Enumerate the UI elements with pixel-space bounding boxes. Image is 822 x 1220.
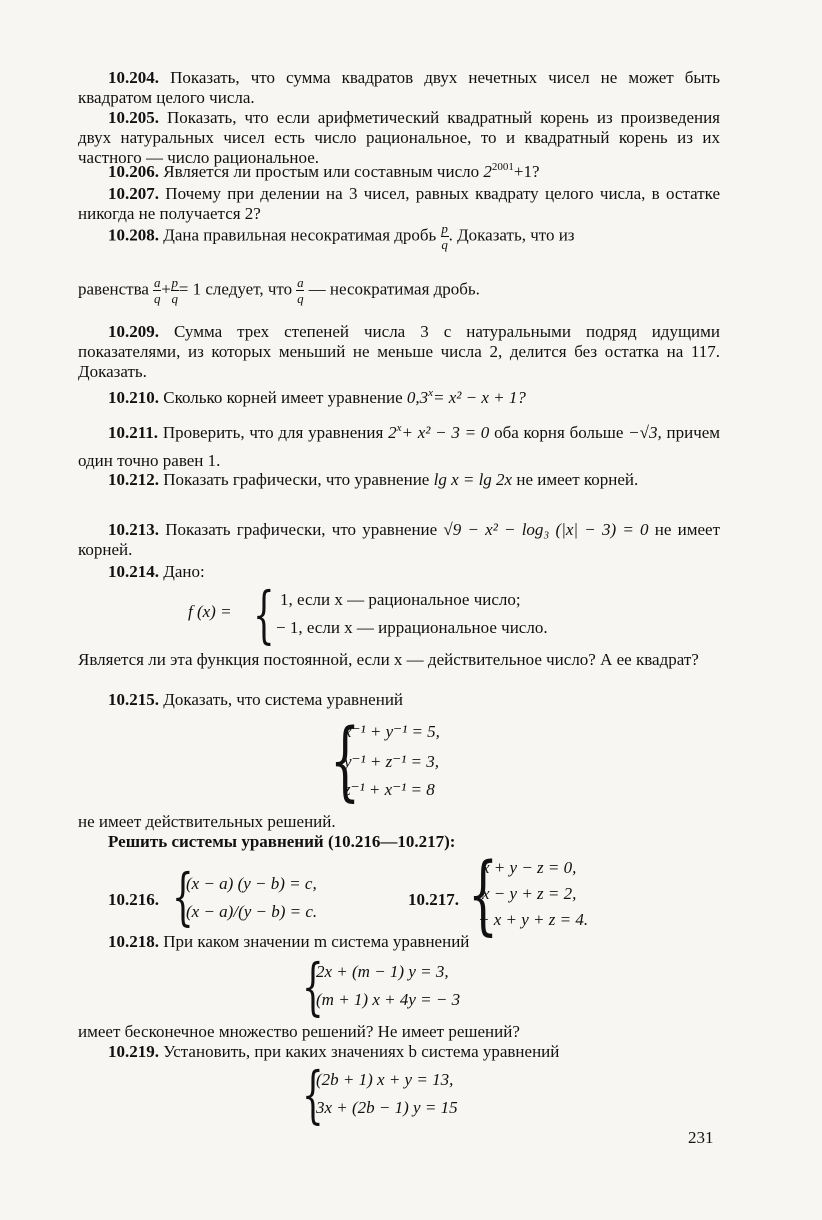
problem-number: 10.205. — [108, 108, 159, 127]
math-equation: lg x = lg 2x — [433, 470, 513, 489]
problem-10-211 — [78, 420, 720, 474]
math-exponent: 2001 — [491, 161, 514, 173]
problem-10-215 — [78, 690, 720, 710]
problem-10-207 — [78, 184, 720, 224]
problem-number: 10.207. — [108, 184, 159, 203]
system-eq-2: x − y + z = 2, — [482, 884, 577, 903]
brace-left: { — [253, 578, 275, 651]
case-2: − 1, если x — иррациональное число. — [276, 618, 548, 637]
problem-number: 10.215. — [108, 690, 159, 709]
math-equation: + x² − 3 = 0 — [401, 423, 490, 442]
problem-text: Показать графически, что уравнение — [163, 470, 430, 489]
section-instruction: Решить системы уравнений (10.216—10.217): — [108, 832, 456, 851]
system-eq-1: (x − a) (y − b) = c, — [186, 874, 317, 893]
system-eq-2: (m + 1) x + 4y = − 3 — [316, 990, 461, 1009]
problem-text-4: = 1 следует, что — [178, 279, 293, 299]
problem-number: 10.209. — [108, 322, 159, 341]
problem-text: Сумма трех степеней числа 3 с натуральными подряд идущими показателями, из которых меньший не меньше числа 2, делится без остатка на 117. Доказать. — [78, 322, 720, 381]
problem-text: Показать, что если арифметический квадратный корень из произведения двух натуральных чисел есть число рациональное, то и квадратный корень из их частного — число рациональное. — [78, 108, 720, 167]
system-eq-3: − x + y + z = 4. — [478, 910, 589, 929]
problem-number: 10.212. — [108, 470, 159, 489]
problem-10-208 — [78, 222, 720, 251]
problem-number: 10.210. — [108, 388, 159, 407]
problem-text-2: оба корня больше — [494, 423, 624, 442]
problem-number: 10.219. — [108, 1042, 159, 1061]
brace-left: { — [302, 1058, 324, 1131]
problem-number: 10.208. — [108, 225, 159, 245]
problem-10-210 — [78, 388, 720, 410]
problem-10-208-line2: равенства $\frac{a}{q}$ + $\frac{p}{q}$ = 1 следует, что $\frac{a}{q}$ — несократимая дробь. — [78, 275, 480, 306]
problem-text-3: причем один точно равен 1. — [78, 423, 721, 470]
problem-number: 10.206. — [108, 162, 159, 181]
problem-10-206 — [78, 162, 720, 184]
problem-10-209 — [78, 322, 720, 382]
fraction-p-q-2: $\frac{p}{q}$ — [171, 275, 179, 306]
problem-text-3: равенства — [78, 279, 149, 299]
system-eq-2: 3x + (2b − 1) y = 15 — [316, 1098, 458, 1117]
case-1: 1, если x — рациональное число; — [280, 590, 521, 609]
problem-10-205 — [78, 108, 720, 168]
problem-text: Является ли простым или составным число — [163, 162, 480, 181]
problem-text: Почему при делении на 3 чисел, равных квадрату целого числа, в остатке никогда не получается 2? — [78, 184, 720, 223]
brace-left: { — [330, 711, 361, 811]
system-eq-2: y⁻¹ + z⁻¹ = 3, — [344, 752, 439, 771]
problem-10-213 — [78, 520, 720, 560]
page-number: 231 — [688, 1128, 714, 1147]
system-eq-2: (x − a)/(y − b) = c. — [186, 902, 318, 921]
math-tail: +1? — [513, 162, 540, 181]
problem-10-219 — [78, 1042, 720, 1062]
problem-10-212 — [78, 470, 720, 490]
problem-text: Установить, при каких значениях b система уравнений — [163, 1042, 560, 1061]
problem-text-2: . Доказать, что из — [448, 225, 575, 245]
problem-text: Доказать, что система уравнений — [163, 690, 404, 709]
problem-number: 10.211. — [108, 423, 159, 442]
math-base: 2 — [388, 423, 397, 442]
problem-text: Дана правильная несократимая дробь — [163, 225, 437, 245]
problem-text-5: — несократимая дробь. — [308, 279, 480, 299]
fraction-p-q: $\frac{p}{q}$ — [441, 221, 448, 252]
math-exponent: x — [428, 387, 434, 399]
system-eq-1: x⁻¹ + y⁻¹ = 5, — [344, 722, 440, 741]
problem-number: 10.204. — [108, 68, 159, 87]
system-eq-1: 2x + (m − 1) y = 3, — [316, 962, 449, 981]
math-tail: = x² − x + 1? — [433, 388, 526, 407]
problem-number: 10.218. — [108, 932, 159, 951]
brace-left: { — [468, 845, 499, 945]
math-root: −√3, — [628, 423, 662, 442]
problem-text: Дано: — [163, 562, 205, 581]
problem-10-214-question: Является ли эта функция постоянной, если x — действительное число? А ее квадрат? — [78, 650, 699, 669]
problem-10-215-after: не имеет действительных решений. — [78, 812, 336, 831]
system-eq-1: x + y − z = 0, — [482, 858, 577, 877]
problem-10-204 — [78, 68, 720, 108]
problem-number-10-217: 10.217. — [408, 890, 459, 909]
math-base: 2 — [483, 162, 492, 181]
fx-label: f (x) = — [188, 602, 232, 621]
system-eq-3: z⁻¹ + x⁻¹ = 8 — [344, 780, 435, 799]
brace-left: { — [172, 860, 194, 933]
problem-number-10-216: 10.216. — [108, 890, 159, 909]
fraction-a-q: $\frac{a}{q}$ — [153, 275, 161, 306]
problem-tail: не имеет корней. — [516, 470, 639, 489]
problem-10-214 — [78, 562, 720, 582]
system-eq-1: (2b + 1) x + y = 13, — [316, 1070, 454, 1089]
problem-number: 10.214. — [108, 562, 159, 581]
math-exponent: x — [396, 422, 402, 434]
problem-tail: не имеет корней. — [78, 520, 720, 559]
problem-text: Сколько корней имеет уравнение — [163, 388, 403, 407]
problem-text: Показать, что сумма квадратов двух нечетных чисел не может быть квадратом целого числа. — [78, 68, 721, 107]
problem-10-218 — [78, 932, 720, 952]
problem-text: Показать графически, что уравнение — [165, 520, 438, 539]
math-base: 0,3 — [406, 388, 429, 407]
problem-number: 10.213. — [108, 520, 159, 539]
fraction-a-q-2: $\frac{a}{q}$ — [297, 275, 304, 306]
problem-text: Проверить, что для уравнения — [162, 423, 384, 442]
problem-text: При каком значении m система уравнений — [163, 932, 470, 951]
brace-left: { — [302, 950, 324, 1023]
math-equation: √9 − x² − log₃ (|x| − 3) = 0 — [443, 520, 649, 539]
problem-10-218-after: имеет бесконечное множество решений? Не имеет решений? — [78, 1022, 520, 1041]
